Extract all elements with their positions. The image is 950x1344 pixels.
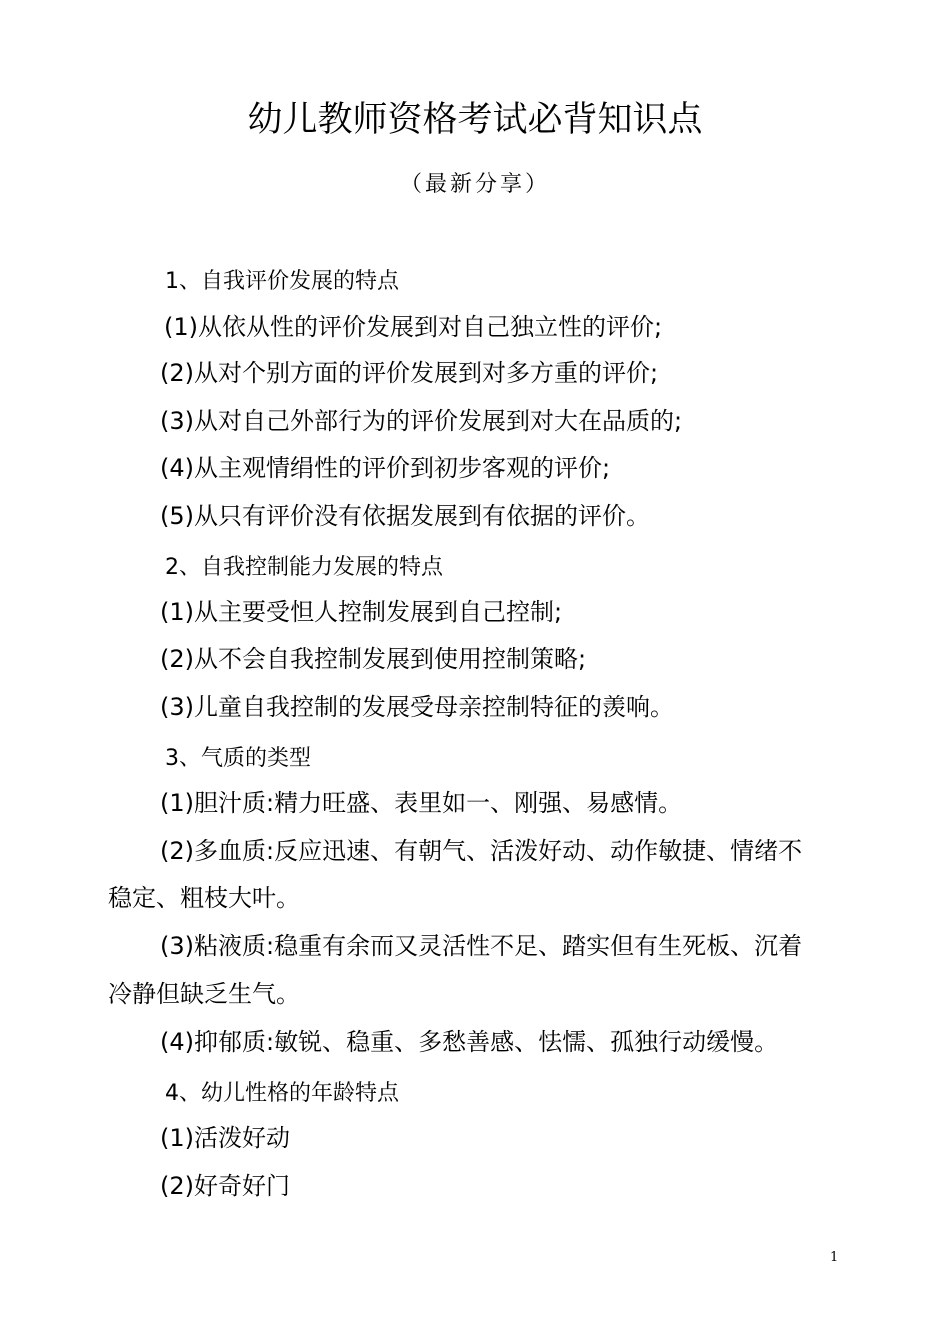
list-item: (1)活泼好动 <box>160 1124 290 1152</box>
section-heading: 2、自我控制能力发展的特点 <box>165 555 443 580</box>
list-item: (5)从只有评价没有依据发展到有依据的评价。 <box>160 502 650 530</box>
list-item: (2)好奇好门 <box>160 1172 290 1200</box>
list-item: (2)从对个别方面的评价发展到对多方重的评价; <box>160 359 659 387</box>
list-item: (4)从主观情绢性的评价到初步客观的评价; <box>160 454 611 482</box>
section-heading: 4、幼儿性格的年龄特点 <box>165 1081 399 1106</box>
section-heading: 1、自我评价发展的特点 <box>165 269 399 294</box>
page-subtitle: （最新分享） <box>399 172 550 197</box>
list-item: (2)多血质:反应迅速、有朝气、活泼好动、动作敏捷、情绪不 <box>160 837 803 865</box>
list-item-continuation: 冷静但缺乏生气。 <box>108 980 300 1008</box>
list-item: (3)粘液质:稳重有余而又灵活性不足、踏实但有生死板、沉着 <box>160 932 803 960</box>
page-number: 1 <box>830 1250 839 1265</box>
list-item: (3)儿童自我控制的发展受母亲控制特征的羡响。 <box>160 693 674 721</box>
list-item: (4)抑郁质:敏锐、稳重、多愁善感、怯懦、孤独行动缓慢。 <box>160 1028 779 1056</box>
page-title: 幼儿教师资格考试必背知识点 <box>247 100 703 140</box>
section-heading: 3、气质的类型 <box>165 746 311 771</box>
list-item: (2)从不会自我控制发展到使用控制策略; <box>160 645 587 673</box>
list-item: (1)从主要受怛人控制发展到自己控制; <box>160 598 563 626</box>
list-item-continuation: 稳定、粗枝大叶。 <box>108 884 300 912</box>
list-item: (3)从对自己外部行为的评价发展到对大在品质的; <box>160 407 683 435</box>
list-item: (1)从依从性的评价发展到对自己独立性的评价; <box>164 313 663 341</box>
list-item: (1)胆汁质:精力旺盛、表里如一、刚强、易感情。 <box>160 789 683 817</box>
